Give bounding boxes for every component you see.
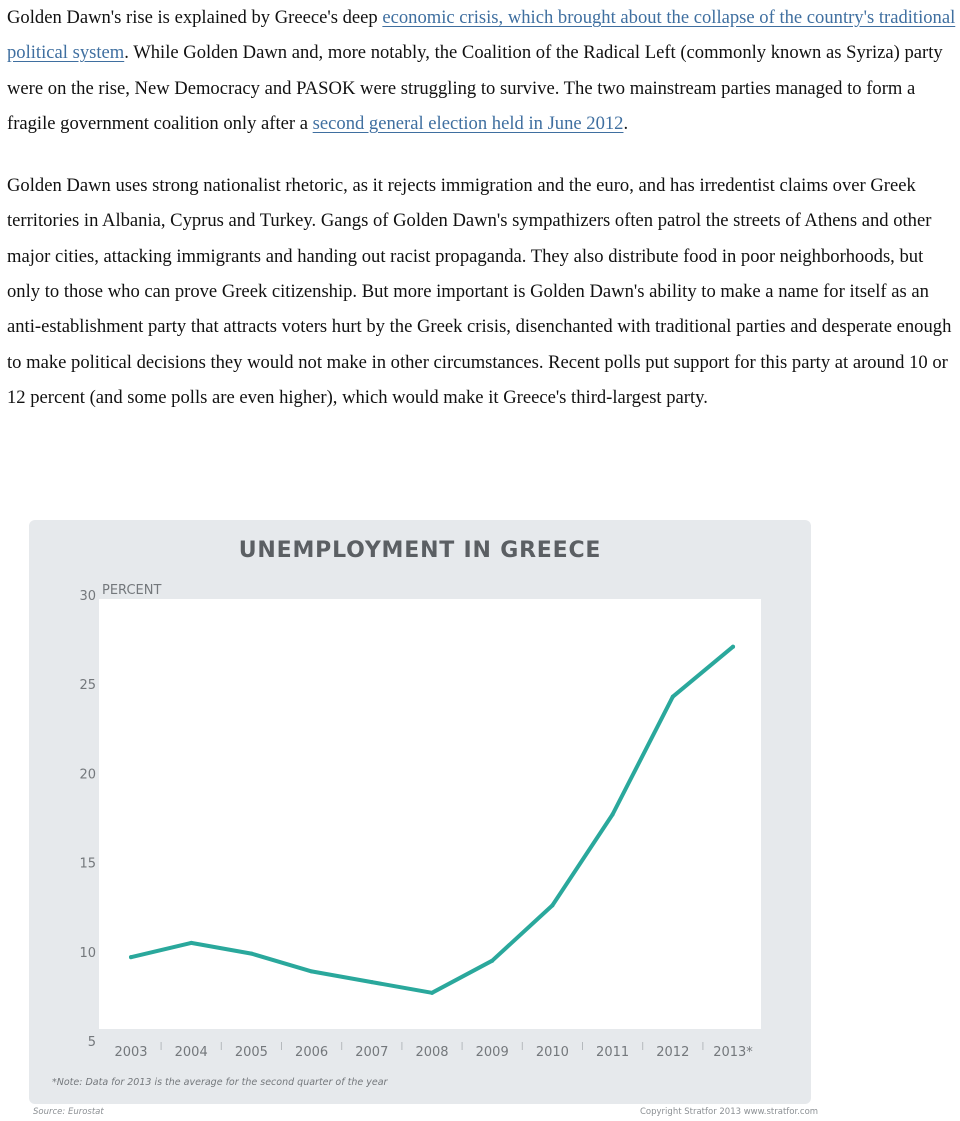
y-tick-label: 15 <box>79 856 96 872</box>
x-tick-label: 2006 <box>295 1045 329 1060</box>
data-point-2010 <box>550 903 554 907</box>
data-point-2012 <box>671 695 675 699</box>
data-point-2007 <box>370 980 374 984</box>
chart-title: UNEMPLOYMENT IN GREECE <box>238 538 602 563</box>
y-tick-label: 30 <box>79 589 96 604</box>
paragraph-2: Golden Dawn uses strong nationalist rhetoric, as it rejects immigration and the euro, and has irredentist claims over Greek territories in Albania, Cyprus and Turkey. Gangs of Golden Dawn's sympathizers often patrol the streets of Athens and other major cities, attacking immigrants and handing out racist propaganda. They also distribute food in poor neighborhoods, but only to those who can prove Greek citizenship. But more important is Golden Dawn's ability to make a name for itself as an anti-establishment party that attracts voters hurt by the Greek crisis, disenchanted with traditional parties and desperate enough to make political decisions they would not make in other circumstances. Recent polls put support for this party at around 10 or 12 percent (and some polls are even higher), which would make it Greece's third-largest party. <box>7 175 952 408</box>
data-point-2003 <box>129 955 133 959</box>
y-tick-label: 10 <box>79 945 96 961</box>
x-tick-label: 2010 <box>535 1045 569 1060</box>
y-tick-label: 5 <box>87 1035 96 1050</box>
data-point-2004 <box>189 941 193 945</box>
x-tick-label: 2003 <box>114 1045 148 1060</box>
x-tick-label: 2004 <box>174 1045 208 1060</box>
chart-note: *Note: Data for 2013 is the average for the second quarter of the year <box>52 1077 388 1088</box>
paragraph-1-text-c: . <box>623 112 629 134</box>
x-tick-label: 2009 <box>475 1045 509 1060</box>
y-tick-label: 20 <box>79 767 96 783</box>
y-axis-unit-label: PERCENT <box>102 583 162 598</box>
economic-crisis-link[interactable]: economic crisis, which brought about the collapse of the country's traditional political system <box>7 7 956 64</box>
plot-area <box>99 599 761 1029</box>
x-tick-label: 2012 <box>656 1045 690 1060</box>
x-tick-label: 2005 <box>234 1045 268 1060</box>
paragraph-1-text-b: . While Golden Dawn and, more notably, the Coalition of the Radical Left (commonly known as Syriza) party were on the rise, New Democracy and PASOK were struggling to survive. The two mainstream parties managed to form a fragile government coalition only after a <box>7 42 943 134</box>
x-tick-label: 2013* <box>713 1045 753 1060</box>
data-point-2006 <box>310 969 314 973</box>
data-point-2008 <box>430 991 434 995</box>
x-tick-label: 2007 <box>355 1045 389 1060</box>
copyright-credit: Copyright Stratfor 2013 www.stratfor.com <box>640 1107 819 1117</box>
x-tick-label: 2011 <box>596 1045 630 1060</box>
data-point-2009 <box>490 959 494 963</box>
x-tick-label: 2008 <box>415 1045 449 1060</box>
data-point-2005 <box>249 952 253 956</box>
source-credit: Source: Eurostat <box>33 1107 104 1117</box>
data-point-2011 <box>611 812 615 816</box>
data-point-2013 <box>731 645 735 649</box>
y-tick-label: 25 <box>79 678 96 694</box>
paragraph-1-text-a: Golden Dawn's rise is explained by Greece's deep <box>7 7 383 28</box>
second-election-link[interactable]: second general election held in June 2012 <box>312 112 624 134</box>
